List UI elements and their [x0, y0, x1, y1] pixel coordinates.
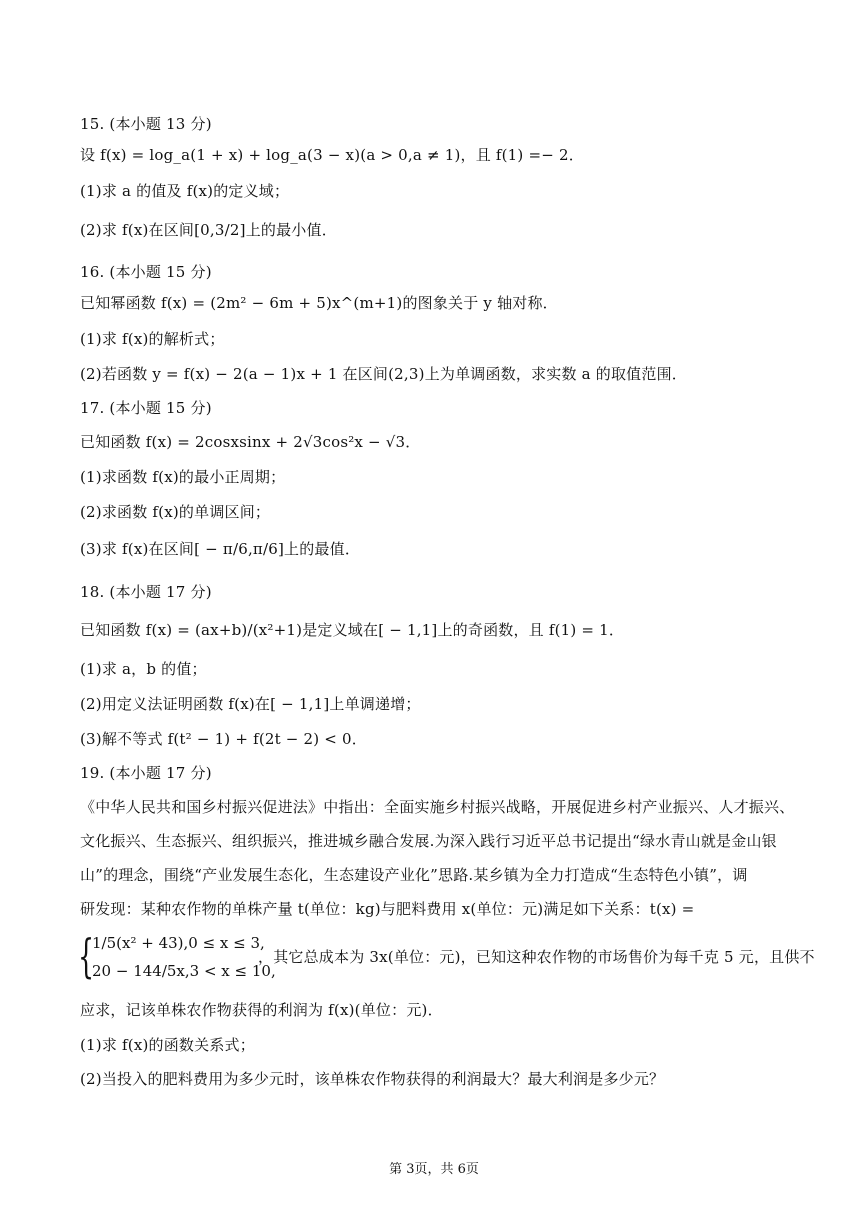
problem-17-question-1: (1)求函数 f(x)的最小正周期；	[80, 468, 286, 486]
problem-16-question-2: (2)若函数 y = f(x) − 2(a − 1)x + 1 在区间(2,3)上为单调函数，求实数 a 的取值范围．	[80, 365, 687, 383]
piecewise-brace: {	[78, 929, 95, 983]
problem-19-paragraph-line-3: 山”的理念，围绕“产业发展生态化，生态建设产业化”思路.某乡镇为全力打造成“生态特色小镇”，调	[80, 866, 748, 884]
problem-15-stem: 设 f(x) = log_a(1 + x) + log_a(3 − x)(a > 0,a ≠ 1)，且 f(1) =− 2．	[80, 146, 584, 164]
problem-19-paragraph-line-2: 文化振兴、生态振兴、组织振兴，推进城乡融合发展.为深入践行习近平总书记提出“绿水青山就是金山银	[80, 832, 777, 850]
problem-19-paragraph-line-5: ，其它总成本为 3x(单位：元)，已知这种农作物的市场售价为每千克 5 元，且供不	[258, 948, 815, 966]
problem-17-header: 17. (本小题 15 分)	[80, 399, 212, 417]
problem-18-question-1: (1)求 a，b 的值；	[80, 660, 207, 678]
problem-15-header: 15. (本小题 13 分)	[80, 115, 212, 133]
piecewise-case-2: 20 − 144/5x,3 < x ≤ 10,	[92, 962, 276, 980]
piecewise-case-1: 1/5(x² + 43),0 ≤ x ≤ 3,	[92, 934, 265, 952]
problem-15-question-1: (1)求 a 的值及 f(x)的定义域；	[80, 182, 290, 200]
problem-15-question-2: (2)求 f(x)在区间[0,3/2]上的最小值．	[80, 221, 337, 239]
problem-19-paragraph-line-6: 应求，记该单株农作物获得的利润为 f(x)(单位：元)．	[80, 1001, 443, 1019]
problem-19-header: 19. (本小题 17 分)	[80, 764, 212, 782]
page-number: 第 3页，共 6页	[389, 1162, 479, 1177]
problem-19-question-1: (1)求 f(x)的函数关系式；	[80, 1036, 255, 1054]
problem-16-stem: 已知幂函数 f(x) = (2m² − 6m + 5)x^(m+1)的图象关于 y 轴对称．	[80, 294, 558, 312]
problem-18-stem: 已知函数 f(x) = (ax+b)/(x²+1)是定义域在[ − 1,1]上的奇函数，且 f(1) = 1．	[80, 621, 625, 639]
problem-19-question-2: (2)当投入的肥料费用为多少元时，该单株农作物获得的利润最大？最大利润是多少元？	[80, 1070, 665, 1088]
problem-19-paragraph-line-4: 研发现：某种农作物的单株产量 t(单位：kg)与肥料费用 x(单位：元)满足如下关系：t(x) =	[80, 900, 695, 918]
problem-17-question-2: (2)求函数 f(x)的单调区间；	[80, 503, 271, 521]
problem-19-paragraph-line-1: 《中华人民共和国乡村振兴促进法》中指出：全面实施乡村振兴战略，开展促进乡村产业振兴、人才振兴、	[80, 798, 795, 816]
problem-16-question-1: (1)求 f(x)的解析式；	[80, 330, 225, 348]
problem-17-stem: 已知函数 f(x) = 2cosxsinx + 2√3cos²x − √3．	[80, 433, 421, 451]
problem-18-question-2: (2)用定义法证明函数 f(x)在[ − 1,1]上单调递增；	[80, 695, 421, 713]
problem-18-header: 18. (本小题 17 分)	[80, 583, 212, 601]
problem-17-question-3: (3)求 f(x)在区间[ − π/6,π/6]上的最值．	[80, 540, 361, 558]
problem-16-header: 16. (本小题 15 分)	[80, 263, 212, 281]
problem-18-question-3: (3)解不等式 f(t² − 1) + f(2t − 2) < 0．	[80, 730, 367, 748]
